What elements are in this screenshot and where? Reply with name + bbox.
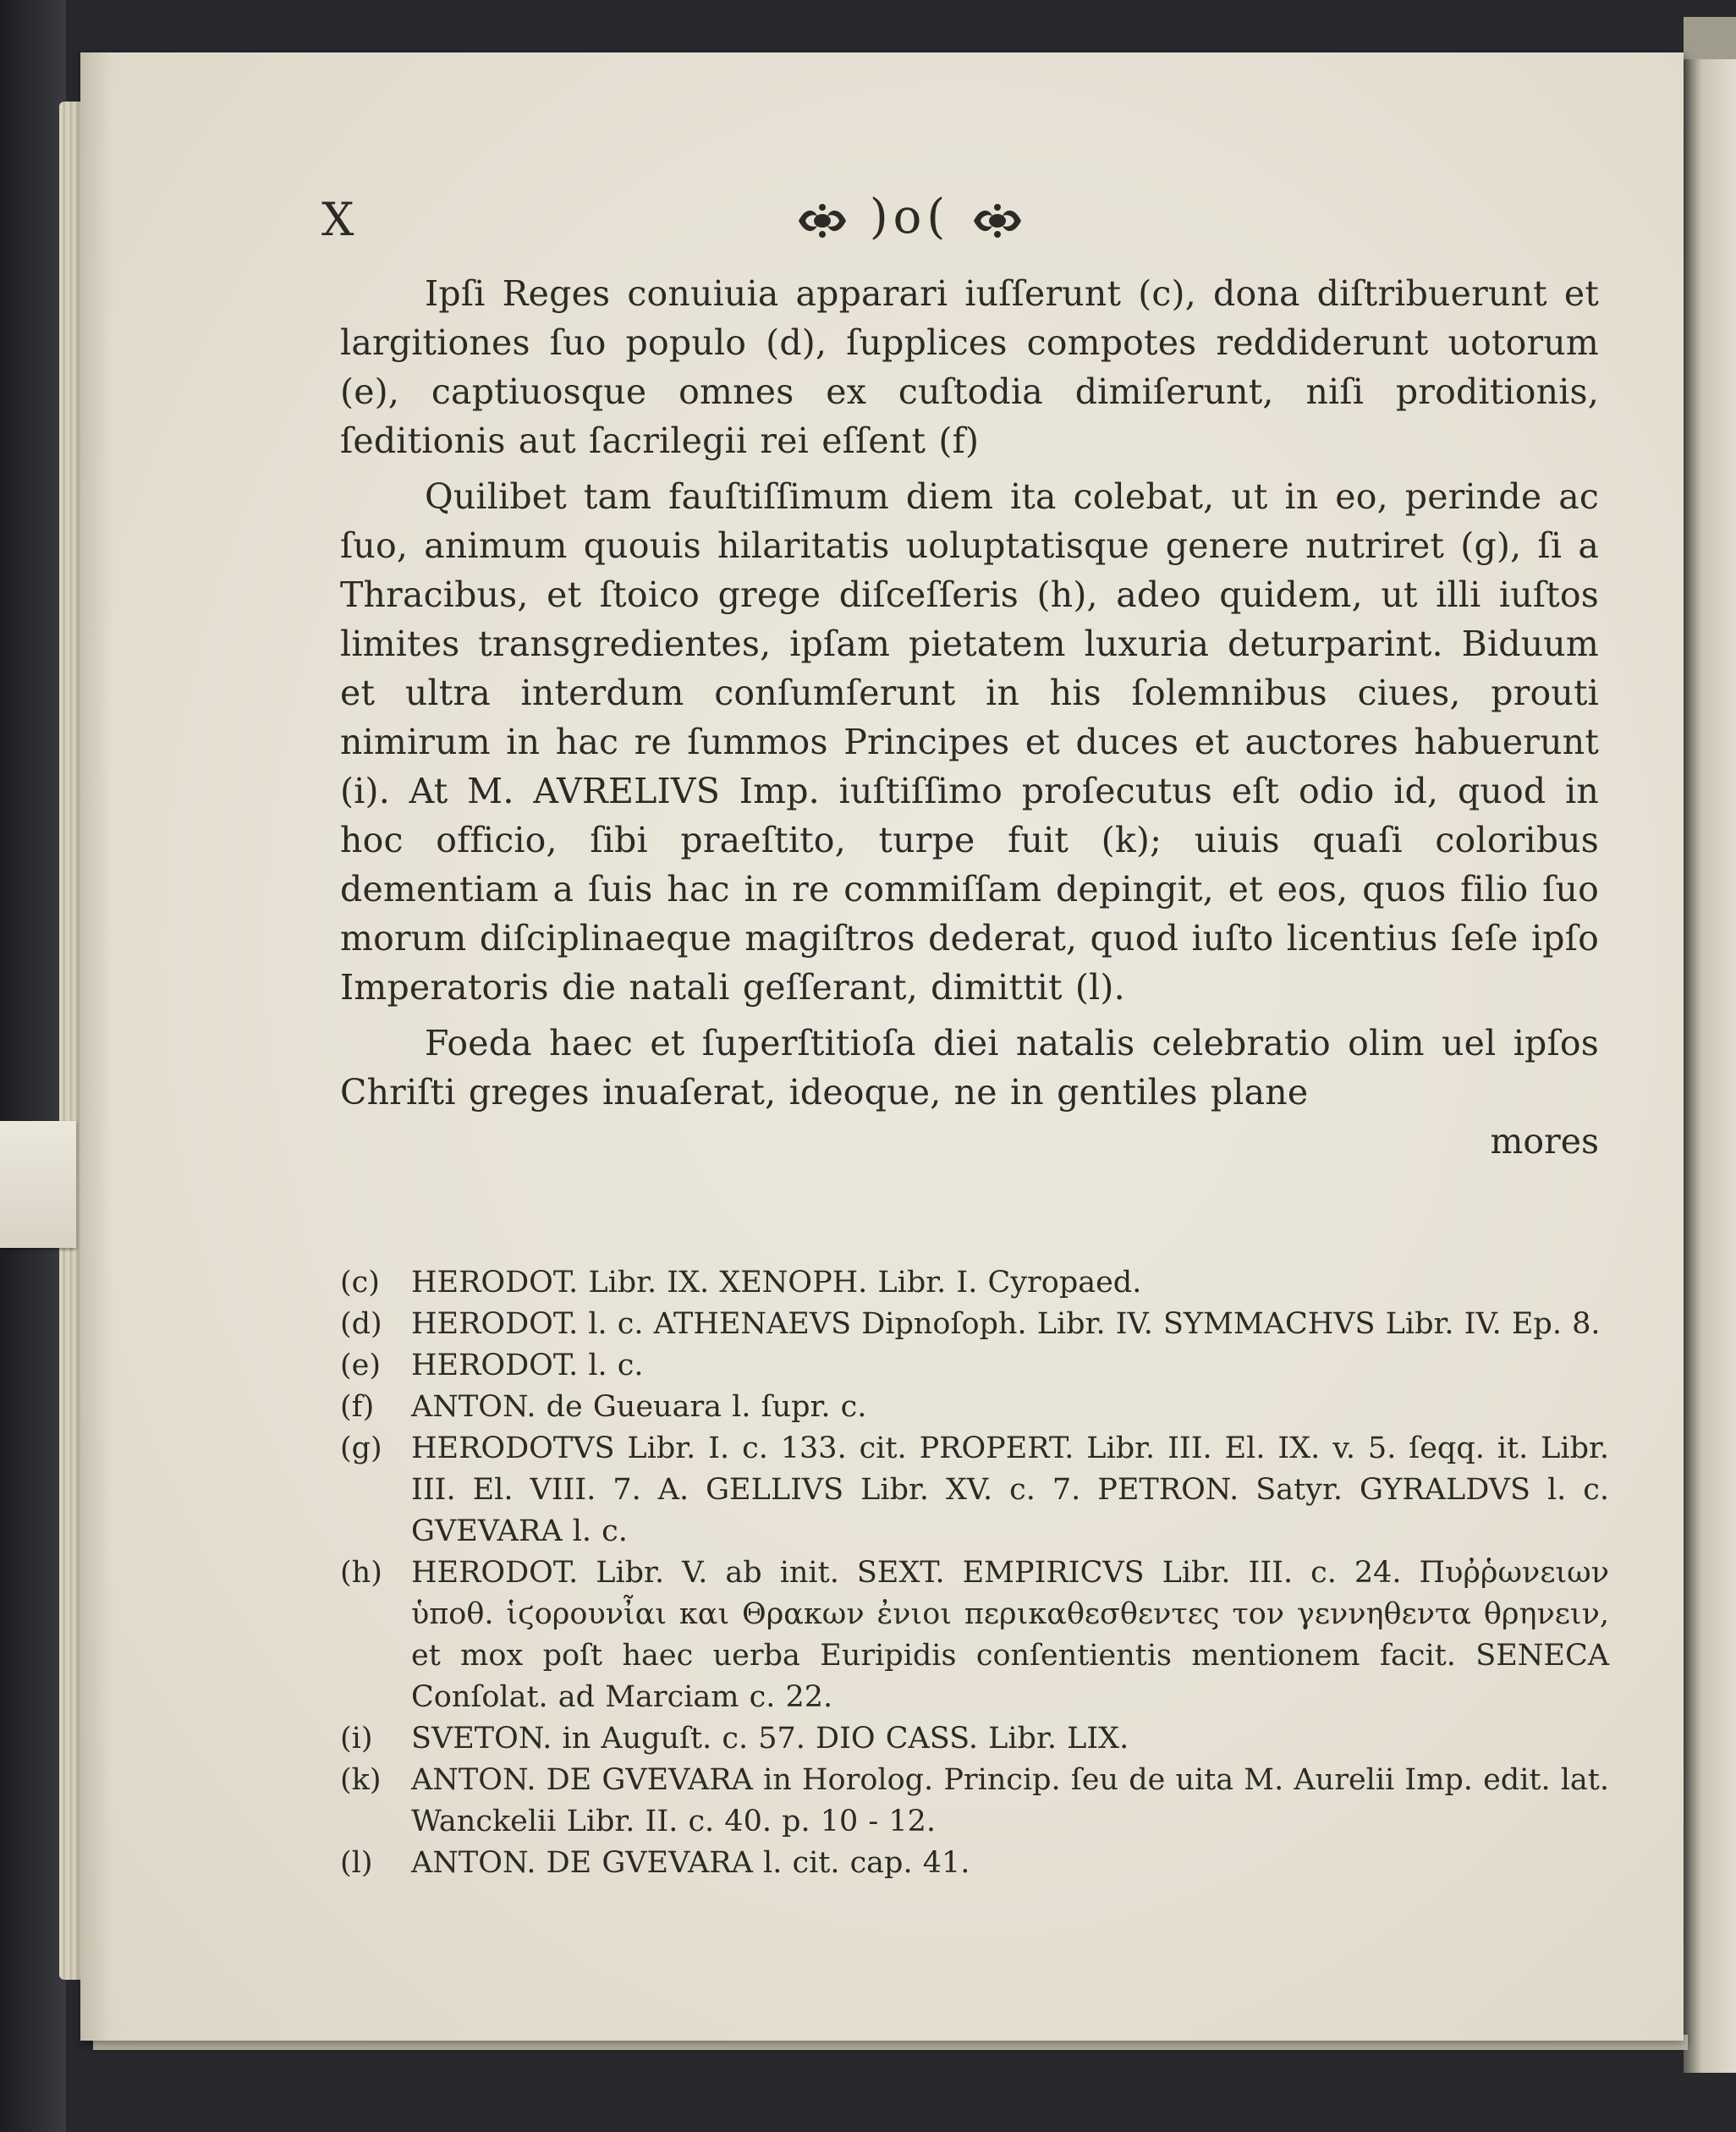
paragraph: Foeda haec et ſuperſtitioſa diei natalis celebratio olim uel ipſos Chriſti greges inuaſerat, ideoque, ne in gentiles plane	[340, 1023, 1599, 1113]
footnote	[340, 1262, 1609, 1304]
footnote-mark: (c)	[340, 1266, 380, 1300]
main-text	[340, 269, 1599, 1166]
footnote-text: HERODOT. l. c.	[411, 1349, 644, 1382]
header-ornament	[795, 190, 1025, 245]
fleuron-left-icon	[795, 202, 849, 239]
footnote	[340, 1718, 1609, 1760]
facing-page-edge	[1684, 59, 1736, 2073]
footnote-text: ANTON. DE GVEVARA l. cit. cap. 41.	[411, 1846, 970, 1880]
header-ornament-text: )o(	[869, 190, 951, 245]
footnote-text: SVETON. in Auguſt. c. 57. DIO CASS. Libr. LIX.	[411, 1722, 1129, 1756]
book-binding	[0, 0, 66, 2132]
footnotes	[340, 1262, 1609, 1884]
footnote	[340, 1552, 1609, 1718]
footnote-text: ANTON. de Gueuara l. ſupr. c.	[411, 1390, 867, 1424]
footnote	[340, 1304, 1609, 1345]
footnote-mark: (l)	[340, 1846, 373, 1880]
paper-bookmark	[0, 1121, 76, 1248]
footnote-mark: (f)	[340, 1390, 375, 1424]
footnote-mark: (g)	[340, 1431, 382, 1465]
page-folio: X	[321, 193, 356, 246]
catchword: mores	[1490, 1121, 1599, 1162]
footnote-mark: (i)	[340, 1722, 373, 1756]
footnote-text: HERODOTVS Libr. I. c. 133. cit. PROPERT. Libr. III. El. IX. v. 5. ſeqq. it. Libr. III. El. VIII. 7. A. GELLIVS Libr. XV. c. 7. PETRON. Satyr. GYRALDVS l. c. GVEVARA l. c.	[411, 1431, 1609, 1548]
footnote-text: HERODOT. Libr. V. ab init. SEXT. EMPIRICVS Libr. III. c. 24. Πυῤῥωνειων ὑποθ. ἱϛορουνἶαι και Θρακων ἐνιοι περικαθεσθεντες τον γεννηθεντα θρηνειν, et mox poſt haec uerba Euripidis conſentientis mentionem facit. SENECA Conſolat. ad Marciam c. 22.	[411, 1556, 1609, 1714]
paragraph: Quilibet tam fauſtiſſimum diem ita colebat, ut in eo, perinde ac ſuo, animum quouis hilaritatis uoluptatisque genere nutriret (g), ſi a Thracibus, et ſtoico grege diſceſſeris (h), adeo quidem, ut illi iuſtos limites transgredientes, ipſam pietatem luxuria deturparint. Biduum et ultra interdum conſumſerunt in his ſolemnibus ciues, prouti nimirum in hac re ſummos Principes et duces et auctores habuerunt (i). At M. AVRELIVS Imp. iuſtiſſimo proſecutus eſt odio id, quod in hoc officio, ſibi praeſtito, turpe fuit (k); uiuis quaſi coloribus dementiam a ſuis hac in re commiſſam depingit, et eos, quos filio ſuo morum diſciplinaeque magiſtros dederat, quod iuſto licentius ſeſe ipſo Imperatoris die natali geſſerant, dimittit (l).	[340, 476, 1599, 1008]
footnote	[340, 1760, 1609, 1843]
footnote	[340, 1428, 1609, 1552]
paragraph: Ipſi Reges conuiuia apparari iuſſerunt (c), dona diſtribuerunt et largitiones ſuo populo (d), ſupplices compotes reddiderunt uotorum (e), captiuosque omnes ex cuſtodia dimiſerunt, niſi proditionis, ſeditionis aut ſacrilegii rei eſſent (f)	[340, 273, 1599, 461]
fleuron-right-icon	[970, 202, 1025, 239]
footnote-text: HERODOT. l. c. ATHENAEVS Dipnoſoph. Libr. IV. SYMMACHVS Libr. IV. Ep. 8.	[411, 1307, 1601, 1341]
footnote	[340, 1843, 1609, 1884]
footnote	[340, 1387, 1609, 1428]
footnote-mark: (e)	[340, 1349, 382, 1382]
running-header	[321, 190, 1590, 252]
footnote-mark: (d)	[340, 1307, 382, 1341]
footnote-mark: (h)	[340, 1556, 382, 1590]
footnote-mark: (k)	[340, 1763, 382, 1797]
footnote	[340, 1345, 1609, 1387]
footnote-text: ANTON. DE GVEVARA in Horolog. Princip. ſeu de uita M. Aurelii Imp. edit. lat. Wanckelii Libr. II. c. 40. p. 10 - 12.	[411, 1763, 1609, 1838]
footnote-text: HERODOT. Libr. IX. XENOPH. Libr. I. Cyropaed.	[411, 1266, 1142, 1300]
